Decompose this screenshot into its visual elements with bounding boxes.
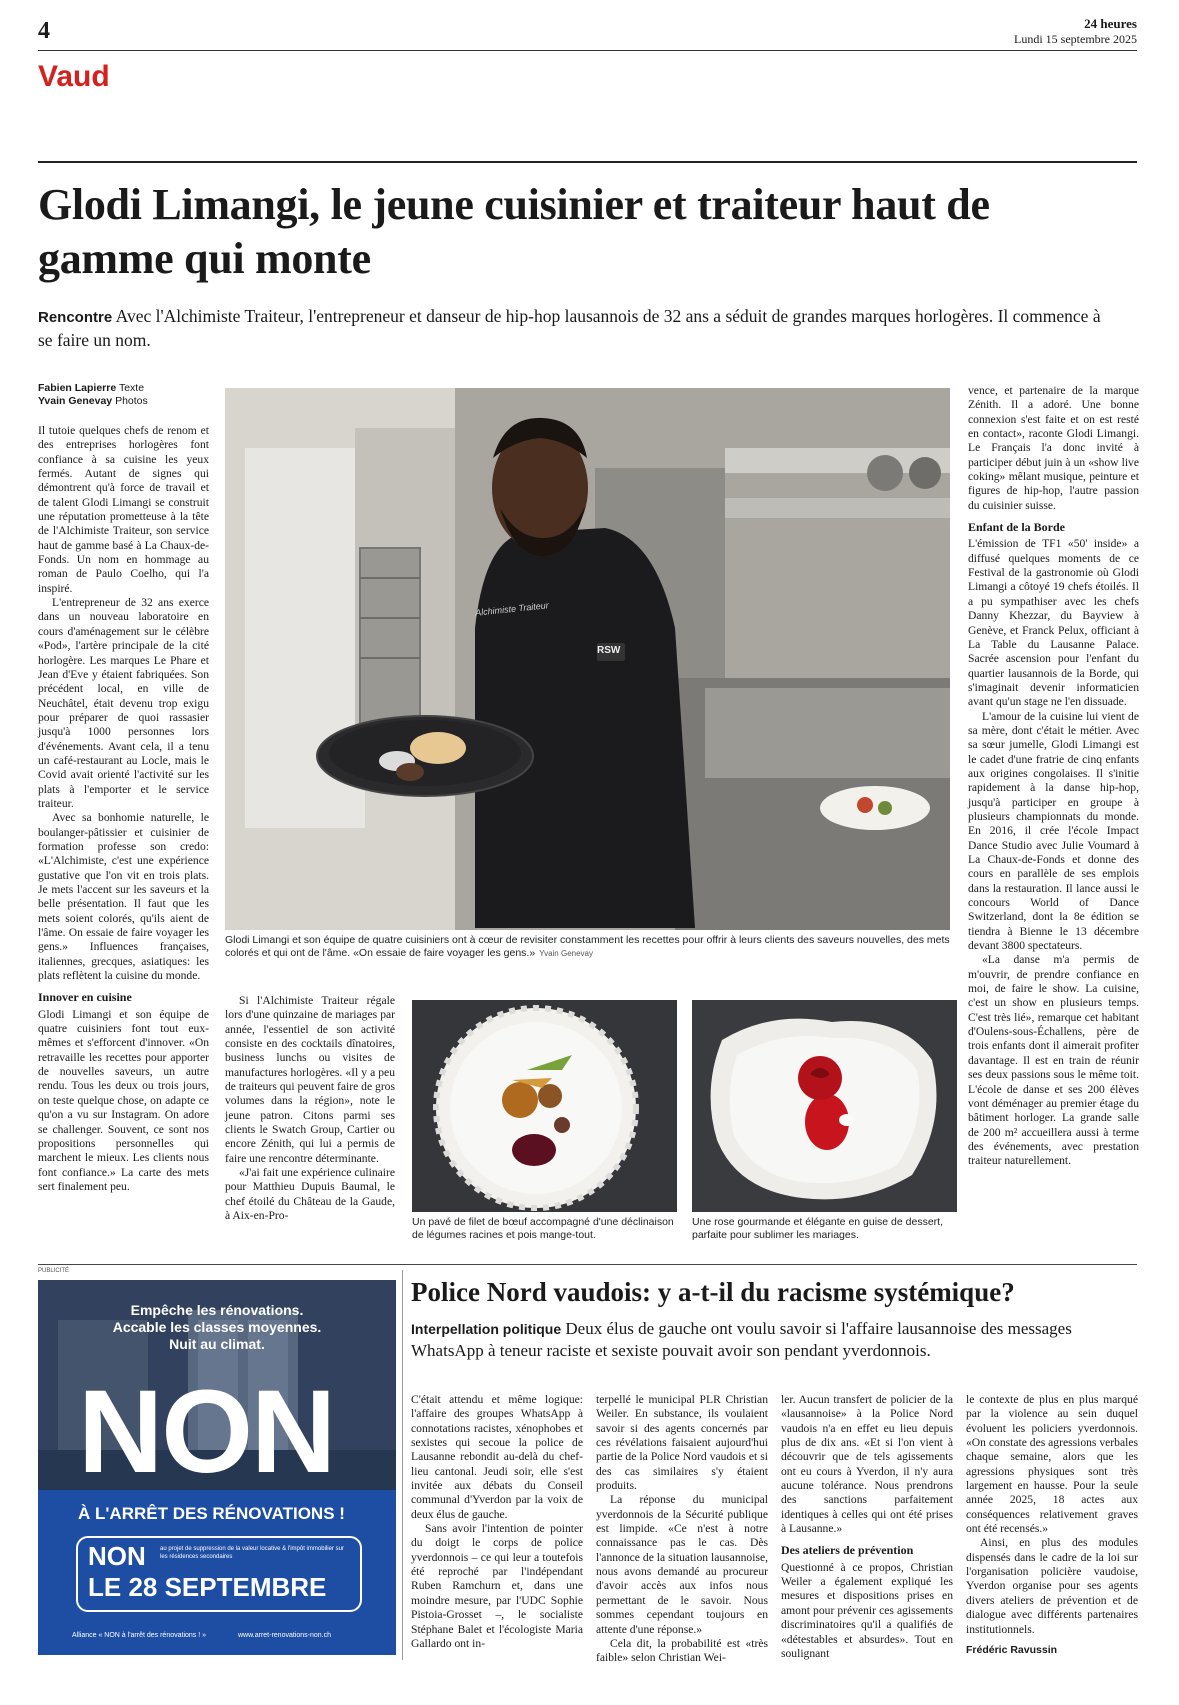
article2-column-3 bbox=[781, 1393, 953, 1661]
col1-paragraphs bbox=[38, 424, 209, 983]
paragraph: L'entrepreneur de 32 ans exerce dans un nouveau laboratoire en cours d'aménagement sur le célèbre «Pod», l'artère principale de la cité horlogère. Les marques Le Phare et Jean d'Eve y étaient fabriquées. Son précédent local, en ville de Neuchâtel, était devenu trop exigu pour préparer de quoi rassasier jusqu'à 1000 personnes lors d'événements. Avant cela, il a tenu un café-restaurant au Locle, mais le Covid avait orienté l'activité sur les plats à l'emporter et le service traiteur. bbox=[38, 596, 209, 810]
ad-line-2: Accable les classes moyennes. bbox=[112, 1319, 322, 1335]
caption-text: Glodi Limangi et son équipe de quatre cuisiniers ont à cœur de revisiter constamment les recettes pour offrir à leurs clients des saveurs nouvelles, des mets colorés et qui ont de l'âme. «On essaie de faire voyager les gens.» bbox=[225, 934, 950, 959]
article2-lead bbox=[411, 1318, 1136, 1361]
paragraph: Si l'Alchimiste Traiteur régale lors d'une quinzaine de mariages par année, l'essentiel de son activité consiste en des cocktails dînatoires, business lunchs ou visites de manufactures horlogères. «Il y a peu de traiteurs qui peuvent faire de gros volumes dans la région», note le jeune patron. Citons parmi ses clients le Swatch Group, Cartier ou encore Zénith, qui lui a permis de faire une rencontre déterminante. bbox=[225, 994, 395, 1165]
article-lead bbox=[38, 305, 1118, 351]
photo-rose-dessert bbox=[692, 1000, 957, 1212]
ad-subtitle: À L'ARRÊT DES RÉNOVATIONS ! bbox=[78, 1504, 345, 1523]
paragraph: C'était attendu et même logique: l'affaire des groupes WhatsApp à connotations racistes, xénophobes et sexistes qui secoue la police de Lausanne rebondit au-delà du chef-lieu cantonal. Jeudi soir, elle s'est invitée aux débats du Conseil communal d'Yverdon par la voix de deux élus de gauche. bbox=[411, 1393, 583, 1521]
photographer-name: Yvain Genevay bbox=[38, 395, 113, 407]
ad-divider bbox=[402, 1270, 403, 1660]
paragraph: Glodi Limangi et son équipe de quatre cuisiniers font tout eux-mêmes et s'efforcent d'innover. «On retravaille les recettes pour apporter de nouvelles saveurs, un autre rendu. Tous les deux ou trois jours, on teste quelque chose, on adapte ce qu'on a vu sur Instagram. On adore se challenger. Souvent, ce sont nos propositions personnelles qui marchent le mieux. Les clients nous font confiance.» La carte des mets sert finalement peu. bbox=[38, 1007, 209, 1193]
article2-column-1 bbox=[411, 1393, 583, 1651]
section-label: Vaud bbox=[38, 60, 110, 93]
article-column-2 bbox=[225, 994, 395, 1224]
byline bbox=[38, 382, 148, 408]
header-rule bbox=[38, 50, 1137, 51]
author-name: Fabien Lapierre bbox=[38, 382, 117, 394]
paragraph: L'émission de TF1 «50' inside» a diffusé quelques moments de ce Festival de la gastronomie où Glodi Limangi a côtoyé 19 chefs étoilés. Il a pu sympathiser avec les chefs Danny Khezzar, du Bayview à Genève, et Franck Pelux, officiant à La Table du Lausanne Palace. Sacrée ascension pour l'enfant du quartier lausannois de la Borde, qui s'imaginait devenir informaticien avant qu'un stage ne l'en dissuade. bbox=[968, 537, 1139, 709]
main-photo bbox=[225, 388, 950, 930]
subheading: Des ateliers de prévention bbox=[781, 1543, 914, 1558]
ad-label: PUBLICITÉ bbox=[38, 1268, 70, 1274]
article2-column-4 bbox=[966, 1393, 1138, 1657]
article2-kicker: Interpellation politique bbox=[411, 1321, 562, 1337]
ad-box-small: au projet de suppression de la valeur locative & l'impôt immobilier sur les résidences secondaires bbox=[160, 1546, 344, 1560]
paragraph: le contexte de plus en plus marqué par la violence au sein duquel évoluent les policiers yverdonnois. «On constate des agressions verbales chaque semaine, alors que les agressions physiques sont très largement en hausse. Pour la seule année 2025, 18 actes aux conséquences relativement graves ont été recensés.» bbox=[966, 1393, 1138, 1536]
photo3-caption: Une rose gourmande et élégante en guise de dessert, parfaite pour sublimer les mariages. bbox=[692, 1216, 944, 1241]
ad-tagline bbox=[38, 1302, 396, 1353]
ad-line-1: Empêche les rénovations. bbox=[130, 1302, 304, 1318]
top-rule bbox=[38, 161, 1137, 163]
page-number: 4 bbox=[38, 18, 50, 44]
paragraph: La réponse du municipal yverdonnois de la Sécurité publique est limpide. «Ce n'est à notre connaissance pas le cas. Dès l'annonce de la situation lausannoise, nous avons demandé au procureur d'avoir accès aux infos nous permettant de le savoir. Nous sommes cependant toujours en attente d'une réponse.» bbox=[596, 1493, 768, 1636]
article-column-right bbox=[968, 384, 1139, 1169]
ad-big-non: NON bbox=[78, 1366, 335, 1498]
subheading: Enfant de la Borde bbox=[968, 520, 1066, 535]
paragraph: Avec sa bonhomie naturelle, le boulanger-pâtissier et cuisinier de formation professe son credo: «L'Alchimiste, c'est une expérience gustative que l'on vit en trois plats. Je mets l'accent sur les saveurs et la belle présentation. Il faut que les mets soient colorés, qu'ils aient de l'âme. On essaie de faire voyager les gens.» Influences françaises, italiennes, grecques, asiatiques: les plats reflètent la cuisine du monde. bbox=[38, 811, 209, 983]
kitchen-scene bbox=[225, 388, 950, 930]
rose-dessert-image bbox=[692, 1000, 957, 1212]
paragraph: vence, et partenaire de la marque Zénith. Il a adoré. Une bonne connexion s'est faite et on est resté en contact», raconte Glodi Limangi. Le Français l'a donc invité à participer début juin à un «show live coking» mêlant musique, peinture et figures de hip-hop, l'autre passion du cuisinier suisse. bbox=[968, 384, 1139, 512]
paragraph: L'amour de la cuisine lui vient de sa mère, dont c'était le métier. Avec sa sœur jumelle, Glodi Limangi est le cadet d'une fratrie de cinq enfants aux origines congolaises. Il s'initie rapidement à la danse hip-hop, jusqu'à participer en groupe à plusieurs championnats du monde. En 2016, il crée l'école Impact Dance Studio avec Julie Voumard à La Chaux-de-Fonds et donne des cours en parallèle de ses emplois dans la restauration. Il lance aussi le concours World of Dance Switzerland, dont la 8e édition se tiendra à Bienne le 13 décembre devant 3800 spectateurs. bbox=[968, 709, 1139, 953]
paragraph: Ainsi, en plus des modules dispensés dans le cadre de la loi sur l'organisation policière vaudoise, Yverdon organise pour ses agents divers ateliers de prévention et de dialogue avec différents partenaires institutionnels. bbox=[966, 1536, 1138, 1636]
paragraph: Cela dit, la probabilité est «très faible» selon Christian Wei- bbox=[596, 1636, 768, 1665]
photo-credit: Yvain Genevay bbox=[539, 949, 593, 958]
photographer-role: Photos bbox=[115, 395, 148, 407]
paragraph: «La danse m'a permis de m'ouvrir, de prendre confiance en moi, de faire le show. La cuisine, c'est un show en plusieurs temps. C'est très lié», remarque cet habitant d'Oulens-sous-Échallens, père de trois enfants dont il aimerait profiter davantage. Il est en train de réunir ses deux passions sous le même toit. L'école de danse et ses 200 élèves vont déménager au premier étage du bâtiment horloger. La grande salle de 200 m² accueillera aussi à terme des événements, avec prestation traiteur naturellement. bbox=[968, 953, 1139, 1168]
photo2-caption: Un pavé de filet de bœuf accompagné d'une déclinaison de légumes racines et pois mange-tout. bbox=[412, 1216, 674, 1241]
paragraph: Il tutoie quelques chefs de renom et des entreprises horlogères font confiance à sa cuisine les yeux fermés. Autant de signes qui démontrent qu'à force de travail et de talent Glodi Limangi se construit une réputation prometteuse à la tête de l'Alchimiste Traiteur, son service haut de gamme basé à La Chaux-de-Fonds. Un nom en hommage au roman de Paulo Coelho, qui l'a inspiré. bbox=[38, 424, 209, 595]
paragraph: Sans avoir l'intention de pointer du doigt le corps de police yverdonnois – ce qui leur a toutefois été reproché par l'indépendant Ruben Ramchurn et, dans une moindre mesure, par l'UDC Sophie Pistoia-Grosset –, le socialiste Stéphane Balet et l'écologiste Maria Gallardo ont in- bbox=[411, 1522, 583, 1650]
subheading: Innover en cuisine bbox=[38, 990, 132, 1005]
article2-title: Police Nord vaudois: y a-t-il du racisme systémique? bbox=[411, 1277, 1015, 1307]
publication-name: 24 heures bbox=[1084, 16, 1137, 31]
ad-box-non: NON bbox=[88, 1541, 146, 1571]
article-title: Glodi Limangi, le jeune cuisinier et traiteur haut de gamme qui monte bbox=[38, 180, 990, 283]
article2-lead-text: Deux élus de gauche ont voulu savoir si l'affaire lausannoise des messages WhatsApp à teneur raciste et sexiste pouvait avoir son pendant yverdonnois. bbox=[411, 1319, 1072, 1360]
photo-beef-dish bbox=[412, 1000, 677, 1212]
beef-plate-image bbox=[412, 1000, 677, 1212]
issue-date: Lundi 15 septembre 2025 bbox=[1014, 32, 1137, 46]
article-lead-text: Avec l'Alchimiste Traiteur, l'entrepreneur et danseur de hip-hop lausannois de 32 ans a séduit de grandes marques horlogères. Il commence à se faire un nom. bbox=[38, 306, 1101, 350]
paragraph: «J'ai fait une expérience culinaire pour Matthieu Dupuis Baumal, le chef étoilé du Château de la Gaude, à Aix-en-Pro- bbox=[225, 1166, 395, 1223]
advertisement[interactable] bbox=[38, 1280, 396, 1655]
section-rule bbox=[38, 1264, 1137, 1265]
main-photo-caption bbox=[225, 934, 950, 960]
paragraph: Questionné à ce propos, Christian Weiler a également expliqué les mesures et dispositions prises en amont pour prévenir ces agissements discriminatoires qu'il a qualifiés de «détestables et absurdes». Tout en soulignant bbox=[781, 1560, 953, 1660]
article-kicker: Rencontre bbox=[38, 309, 113, 326]
paragraph: ler. Aucun transfert de policier de la «lausannoise» à la Police Nord vaudois n'a en effet eu lieu depuis plus de dix ans. «Et si l'on vient à découvrir que de tels agissements ont eu cours à Yverdon, il n'y aura aucune tolérance. Nous prendrons des sanctions parfaitement identiques à celles qui ont été prises à Lausanne.» bbox=[781, 1393, 953, 1536]
jacket-badge: RSW bbox=[597, 645, 621, 656]
ad-date-box bbox=[76, 1536, 362, 1612]
article-column-1 bbox=[38, 424, 209, 1194]
ad-box-date: LE 28 SEPTEMBRE bbox=[88, 1572, 327, 1602]
ad-footer-left: Alliance « NON à l'arrêt des rénovations ! » bbox=[72, 1632, 207, 1639]
author-role: Texte bbox=[118, 382, 145, 394]
jacket-embroidery: Alchimiste Traiteur bbox=[474, 600, 550, 618]
article2-column-2 bbox=[596, 1393, 768, 1666]
paragraph: terpellé le municipal PLR Christian Weiler. En substance, ils voulaient savoir si des agents concernés par ces révélations faisaient aujourd'hui partie de la Police Nord vaudois et si des cas similaires s'y étaient produits. bbox=[596, 1393, 768, 1493]
ad-footer-right: www.arret-renovations-non.ch bbox=[238, 1632, 331, 1639]
article2-signature: Frédéric Ravussin bbox=[966, 1643, 1058, 1656]
ad-line-3: Nuit au climat. bbox=[169, 1336, 265, 1352]
